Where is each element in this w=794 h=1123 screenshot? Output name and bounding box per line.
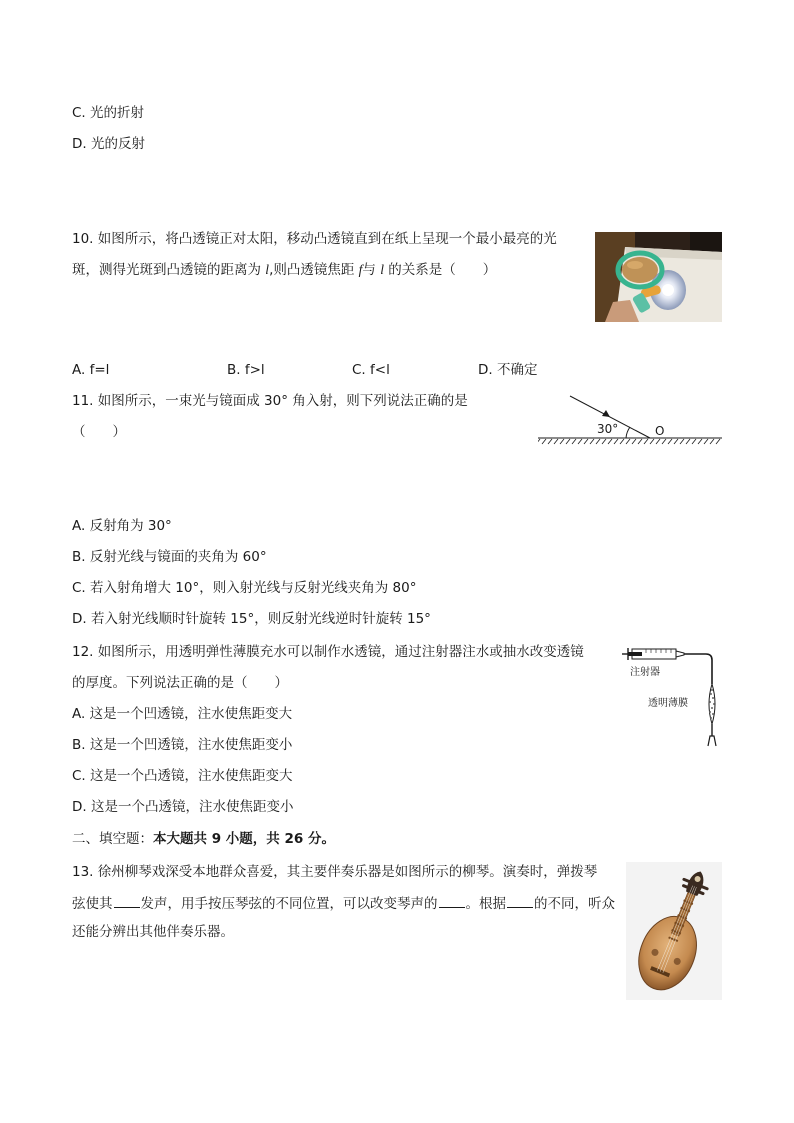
q11-option-c: C. 若入射角增大 10°，则入射光线与反射光线夹角为 80°	[72, 580, 417, 596]
angle-label: 30°	[597, 422, 619, 436]
q12-option-d: D. 这是一个凸透镜，注水使焦距变小	[72, 799, 294, 815]
q12-stem-line2: 的厚度。下列说法正确的是（ ）	[72, 675, 288, 691]
q11-option-b: B. 反射光线与镜面的夹角为 60°	[72, 549, 267, 565]
q9-option-d: D. 光的反射	[72, 136, 145, 152]
q13-stem-line2: 弦使其 发声，用手按压琴弦的不同位置，可以改变琴声的 。根据 的不同，听众	[72, 893, 615, 913]
q10-option-c: C. f<l	[352, 362, 390, 378]
q13-stem-line3: 还能分辨出其他伴奏乐器。	[72, 924, 234, 940]
mirror-ray-diagram	[538, 394, 722, 448]
q12-option-b: B. 这是一个凹透镜，注水使焦距变小	[72, 737, 293, 753]
water-lens-diagram	[622, 644, 722, 750]
point-o-label: O	[655, 424, 665, 438]
q11-option-d: D. 若入射光线顺时针旋转 15°，则反射光线逆时针旋转 15°	[72, 611, 431, 627]
q11-option-a: A. 反射角为 30°	[72, 518, 172, 534]
answer-blank-1[interactable]	[114, 893, 140, 908]
syringe-label: 注射器	[630, 667, 660, 678]
liuqin-photo	[626, 862, 722, 1000]
q10-option-a: A. f=l	[72, 362, 110, 378]
magnifier-photo	[595, 232, 722, 322]
q10-option-b: B. f>l	[227, 362, 265, 378]
q10-stem-line1: 10. 如图所示，将凸透镜正对太阳，移动凸透镜直到在纸上呈现一个最小最亮的光	[72, 231, 557, 247]
q9-option-c: C. 光的折射	[72, 105, 145, 121]
q11-stem-line2: （ ）	[72, 424, 126, 440]
answer-blank-3[interactable]	[507, 893, 533, 908]
section-heading: 二、填空题：本大题共 9 小题，共 26 分。	[72, 831, 335, 847]
answer-blank-2[interactable]	[439, 893, 465, 908]
membrane-label: 透明薄膜	[648, 698, 688, 709]
q12-option-a: A. 这是一个凹透镜，注水使焦距变大	[72, 706, 293, 722]
q13-stem-line1: 13. 徐州柳琴戏深受本地群众喜爱，其主要伴奏乐器是如图所示的柳琴。演奏时，弹拨琴	[72, 864, 598, 880]
q12-stem-line1: 12. 如图所示，用透明弹性薄膜充水可以制作水透镜，通过注射器注水或抽水改变透镜	[72, 644, 584, 660]
q11-stem-line1: 11. 如图所示，一束光与镜面成 30° 角入射，则下列说法正确的是	[72, 393, 468, 409]
q12-option-c: C. 这是一个凸透镜，注水使焦距变大	[72, 768, 293, 784]
q10-option-d: D. 不确定	[478, 362, 538, 378]
q10-stem-line2: 斑，测得光斑到凸透镜的距离为 l,则凸透镜焦距 f与 l 的关系是（ ）	[72, 262, 497, 278]
